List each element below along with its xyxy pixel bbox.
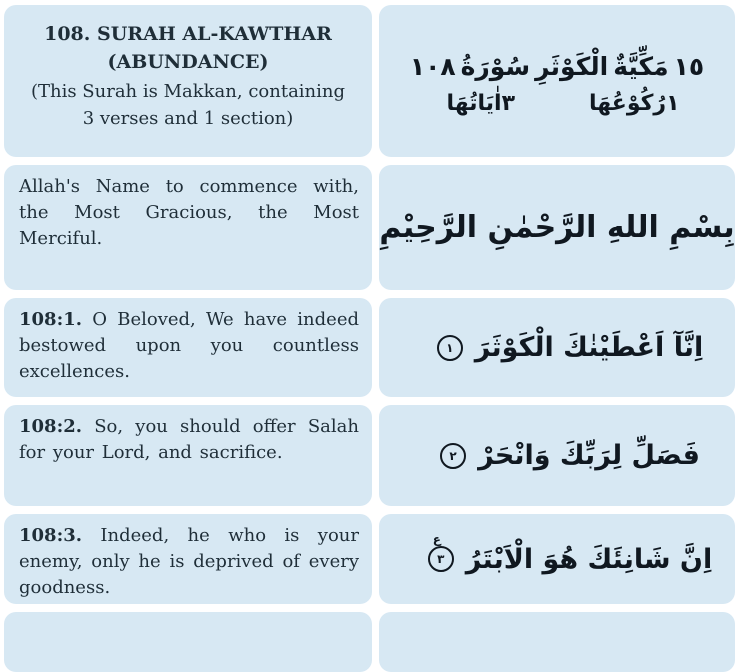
surah-name-word1: سُوْرَةُ: [460, 52, 531, 81]
ruku-sign: ع: [432, 532, 441, 546]
verse2-ayah-number: ٢: [449, 448, 457, 463]
ayat-label: اٰيَاتُهَا: [446, 91, 502, 116]
verse3-ayah-number: ٣: [437, 552, 445, 566]
verse3-arabic-text: اِنَّ شَانِئَكَ هُوَ الْاَبْتَرُ: [465, 543, 713, 575]
verse1-english-card: [4, 298, 372, 397]
ayat-count: ٣: [501, 91, 516, 116]
surah-number-arabic: ١٠٨: [409, 52, 456, 81]
bismillah-arabic-card: [379, 165, 735, 290]
surah-name-word3: مَكِّيَّةٌ: [613, 52, 669, 81]
ruku-count: ١: [666, 91, 680, 116]
next-row-partial-right: [379, 612, 735, 672]
bismillah-english-text: Allah's Name to commence with, the Most Gracious, the Most Merciful.: [19, 176, 359, 249]
surah-title-line1: 108. SURAH AL-KAWTHAR: [44, 23, 332, 45]
next-row-partial-left: [4, 612, 372, 672]
verse2-english-card: [4, 405, 372, 506]
surah-title-line2: (ABUNDANCE): [107, 51, 269, 73]
verse2-english-text: So, you should offer Salah for your Lord, and sacrifice.: [19, 416, 359, 463]
verse3-english-card: [4, 514, 372, 604]
surah-header-arabic-line1: [410, 52, 704, 81]
verse1-ayah-number: ١: [446, 340, 454, 355]
verse1-arabic-card: [379, 298, 735, 397]
revelation-order-number: ١٥: [673, 52, 705, 81]
ruku-label: رُكُوْعُهَا: [589, 91, 667, 116]
surah-title-card: [4, 5, 372, 157]
ayah-end-marker-icon: [440, 443, 466, 469]
verse2-arabic-text: فَصَلِّ لِرَبِّكَ وَانْحَرْ: [478, 440, 700, 471]
bismillah-arabic-text: بِسْمِ اللهِ الرَّحْمٰنِ الرَّحِيْمِ: [379, 210, 735, 245]
verse1-ref: 108:1.: [19, 309, 83, 330]
verse2-arabic-card: [379, 405, 735, 506]
verse1-english-text: O Beloved, We have indeed bestowed upon you countless excellences.: [19, 309, 359, 382]
ayah-end-marker-icon: [428, 532, 454, 572]
bismillah-english-card: [4, 165, 372, 290]
surah-subtitle: (This Surah is Makkan, containing 3 verses and 1 section): [30, 81, 346, 129]
verse3-ref: 108:3.: [19, 525, 83, 546]
surah-header-arabic-card: [379, 5, 735, 157]
surah-name-word2: الْكَوْثَرِ: [535, 52, 609, 81]
verse3-english-text: Indeed, he who is your enemy, only he is deprived of every goodness.: [19, 525, 359, 598]
verse3-arabic-card: [379, 514, 735, 604]
ayah-end-marker-icon: [437, 335, 463, 361]
surah-header-arabic-line2: [434, 91, 679, 116]
verse2-ref: 108:2.: [19, 416, 83, 437]
verse1-arabic-text: اِنَّآ اَعْطَيْنٰكَ الْكَوْثَرَ: [474, 332, 704, 363]
